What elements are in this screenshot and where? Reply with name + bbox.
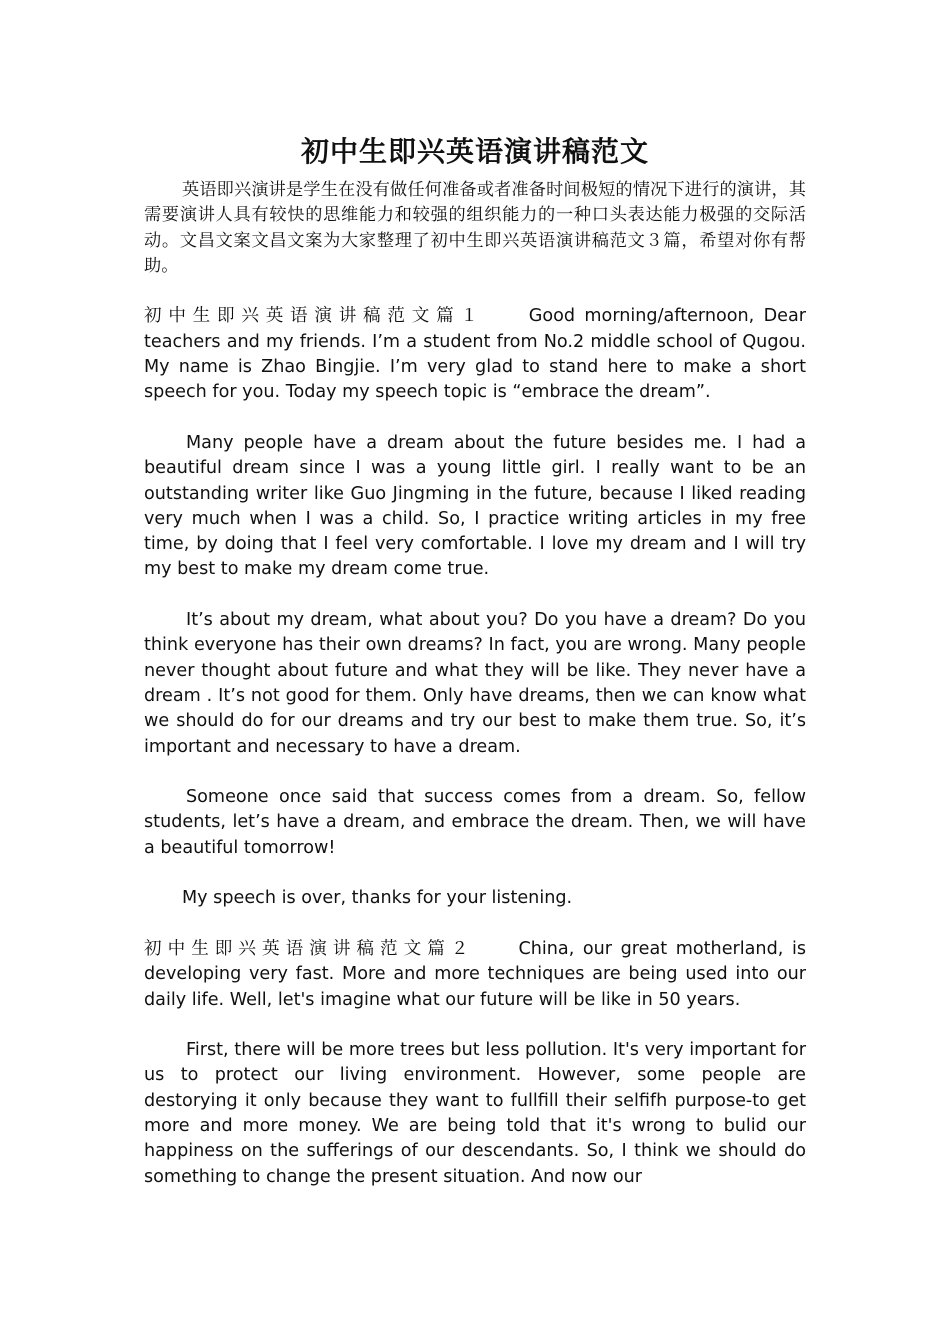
spacer (144, 861, 806, 886)
spacer (144, 1013, 806, 1038)
spacer (144, 406, 806, 431)
section-2-first-text: China, our great motherland, is developing very fast. More and more techniques are being used into our daily life. Well, let's imagine what our future will be like in 50 years. (144, 938, 806, 1010)
section-2-title: 初中生即兴英语演讲稿范文篇２ (144, 938, 475, 959)
section-1-paragraph: Many people have a dream about the future besides me. I had a beautiful dream since I was a young little girl. I really want to be an outstanding writer like Guo Jingming in the future, because I liked reading very much when I was a child. So, I practice writing articles in my free time, by doing that I feel very comfortable. I love my dream and I will try my best to make my dream come true. (144, 432, 806, 580)
section-1-closing: My speech is over, thanks for your listening. (182, 888, 573, 909)
section-1-first-text: Good morning/afternoon, Dear teachers and my friends. I’m a student from No.2 middle school of Qugou. My name is Zhao Bingjie. I’m very glad to stand here to make a short speech for you. Today my speech topic is “embrace the dream”. (144, 306, 806, 403)
spacer (144, 279, 806, 304)
section-1-title: 初中生即兴英语演讲稿范文篇１ (144, 306, 485, 327)
spacer (144, 583, 806, 608)
document-title: 初中生即兴英语演讲稿范文 (300, 135, 649, 168)
spacer (144, 760, 806, 785)
intro-paragraph: 英语即兴演讲是学生在没有做任何准备或者准备时间极短的情况下进行的演讲，其需要演讲人具有较快的思维能力和较强的组织能力的一种口头表达能力极强的交际活动。文昌文案文昌文案为大家整理了初中生即兴英语演讲稿范文３篇，希望对你有帮助。 (144, 180, 806, 276)
spacer (144, 912, 806, 937)
document-body (144, 132, 806, 1190)
section-2-paragraph: First, there will be more trees but less pollution. It's very important for us to protect our living environment. However, some people are destorying it only because they want to fullfill their selfifh purpose-to get more and more money. We are being told that it's wrong to bulid our happiness on the sufferings of our descendants. So, I think we should do something to change the present situation. And now our (144, 1040, 806, 1187)
section-2-opening (144, 937, 806, 1013)
section-1-opening (144, 304, 806, 405)
section-1-paragraph: Someone once said that success comes from a dream. So, fellow students, let’s have a dream, and embrace the dream. Then, we will have a beautiful tomorrow! (144, 787, 806, 858)
section-1-paragraph: It’s about my dream, what about you? Do you have a dream? Do you think everyone has their own dreams? In fact, you are wrong. Many people never thought about future and what they will be like. They never have a dream . It’s not good for them. Only have dreams, then we can know what we should do for our dreams and try our best to make them true. So, it’s important and necessary to have a dream. (144, 610, 806, 757)
